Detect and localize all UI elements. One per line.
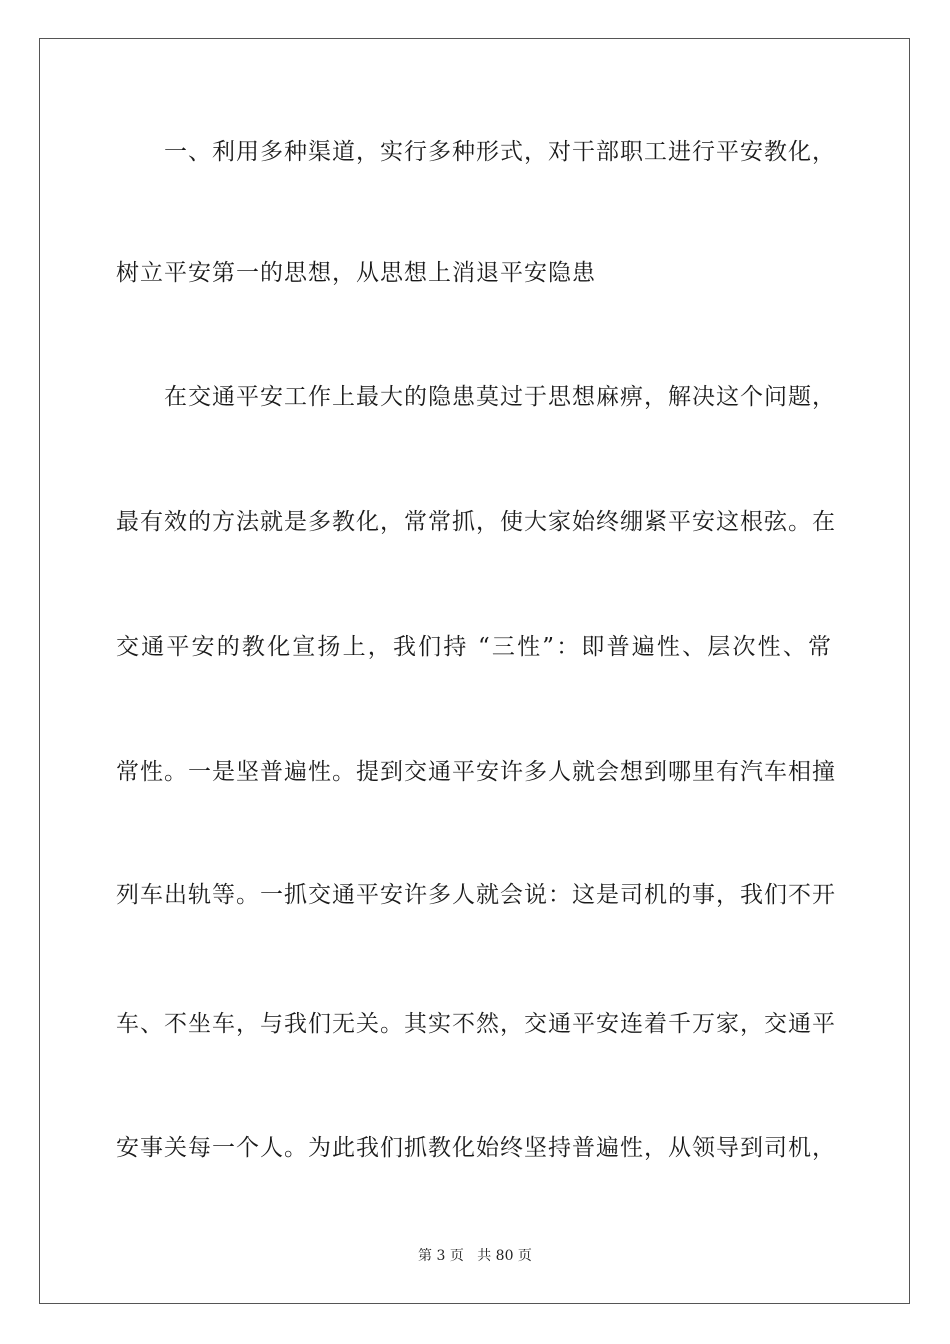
page-total: 共 80 页 — [477, 1248, 532, 1264]
text-line: 最有效的方法就是多教化，常常抓，使大家始终绷紧平安这根弦。在 — [116, 509, 836, 535]
text-line: 常性。一是坚普遍性。提到交通平安许多人就会想到哪里有汽车相撞 — [116, 759, 836, 785]
text-line: 在交通平安工作上最大的隐患莫过于思想麻痹，解决这个问题， — [164, 384, 836, 410]
text-line: 树立平安第一的思想，从思想上消退平安隐患 — [116, 260, 596, 286]
text-line: 一、利用多种渠道，实行多种形式，对干部职工进行平安教化， — [164, 139, 836, 165]
page-number: 第 3 页 — [418, 1248, 464, 1264]
text-line: 交通平安的教化宣扬上，我们持 “三性”：即普遍性、层次性、常 — [116, 634, 832, 660]
text-line: 安事关每一个人。为此我们抓教化始终坚持普遍性，从领导到司机， — [116, 1135, 836, 1161]
text-line: 车、不坐车，与我们无关。其实不然，交通平安连着千万家，交通平 — [116, 1011, 836, 1037]
page-frame — [39, 38, 910, 1304]
text-line: 列车出轨等。一抓交通平安许多人就会说：这是司机的事，我们不开 — [116, 882, 836, 908]
page-footer — [0, 1247, 950, 1265]
